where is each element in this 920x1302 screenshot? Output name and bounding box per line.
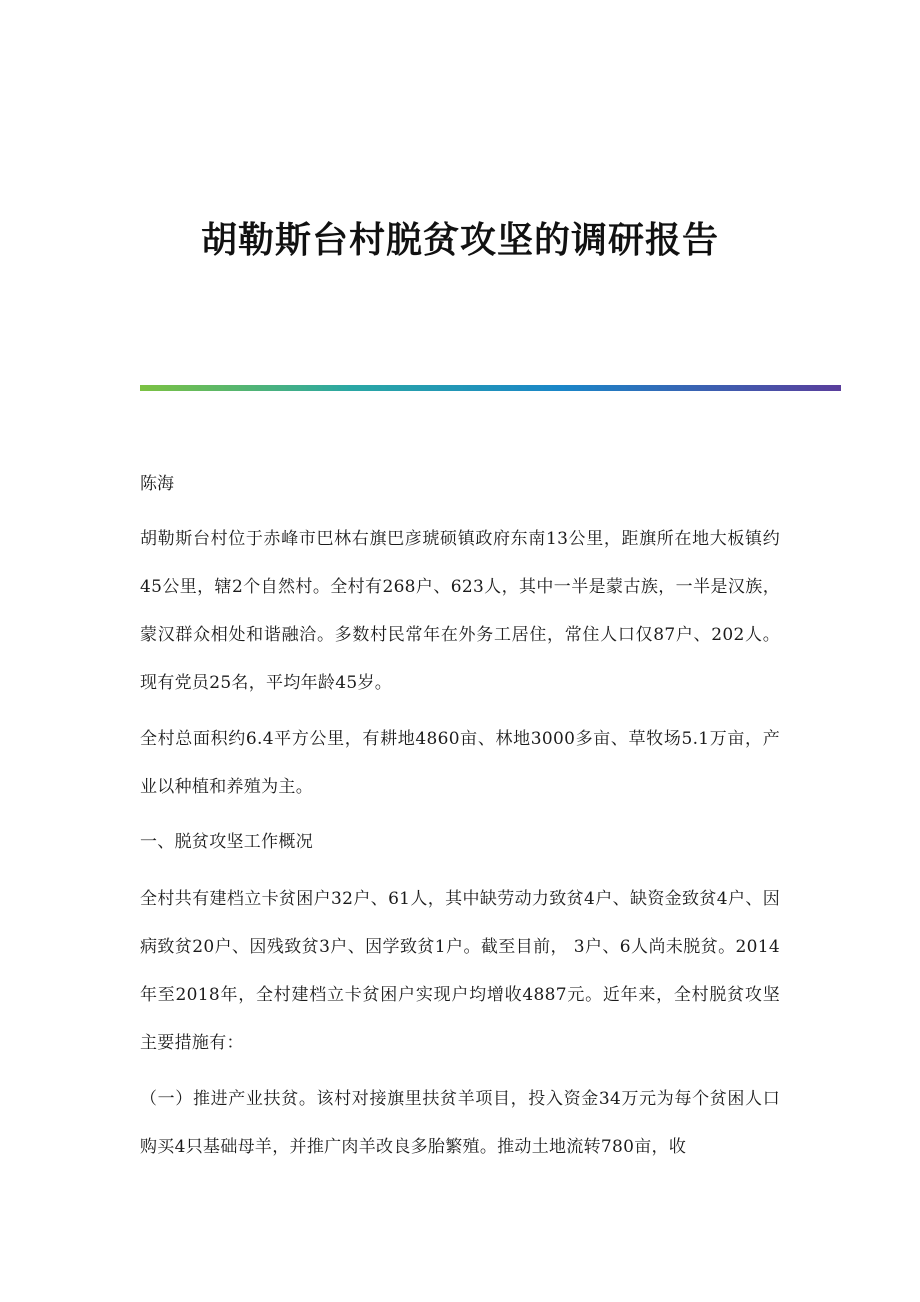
paragraph-intro [140,515,780,707]
document-title: 胡勒斯台村脱贫攻坚的调研报告 [200,219,719,261]
paragraph-text: 胡勒斯台村位于赤峰市巴林右旗巴彦琥硕镇政府东南13公里，距旗所在地大板镇约45公里，辖2个自然村。全村有268户、623人，其中一半是蒙古族，一半是汉族，蒙汉群众相处和谐融洽。多数村民常年在外务工居住，常住人口仅87户、202人。现有党员25名，平均年龄45岁。 [140,529,780,693]
paragraph-text: 全村共有建档立卡贫困户32户、61人，其中缺劳动力致贫4户、缺资金致贫4户、因病致贫20户、因残致贫3户、因学致贫1户。截至目前， 3户、6人尚未脱贫。2014年至2018年，全村建档立卡贫困户实现户均增收4887元。近年来，全村脱贫攻坚主要措施有： [140,889,780,1053]
paragraph-text: 全村总面积约6.4平方公里，有耕地4860亩、林地3000多亩、草牧场5.1万亩，产业以种植和养殖为主。 [140,729,780,797]
paragraph-text: （一）推进产业扶贫。该村对接旗里扶贫羊项目，投入资金34万元为每个贫困人口购买4只基础母羊，并推广肉羊改良多胎繁殖。推动土地流转780亩，收 [140,1089,780,1157]
author-name: 陈海 [140,474,174,494]
paragraph-area [140,715,780,811]
paragraph-overview [140,875,780,1067]
paragraph-industry [140,1075,780,1171]
title-divider [140,385,841,391]
section-heading [140,818,780,866]
section-heading-text: 一、脱贫攻坚工作概况 [140,832,313,852]
